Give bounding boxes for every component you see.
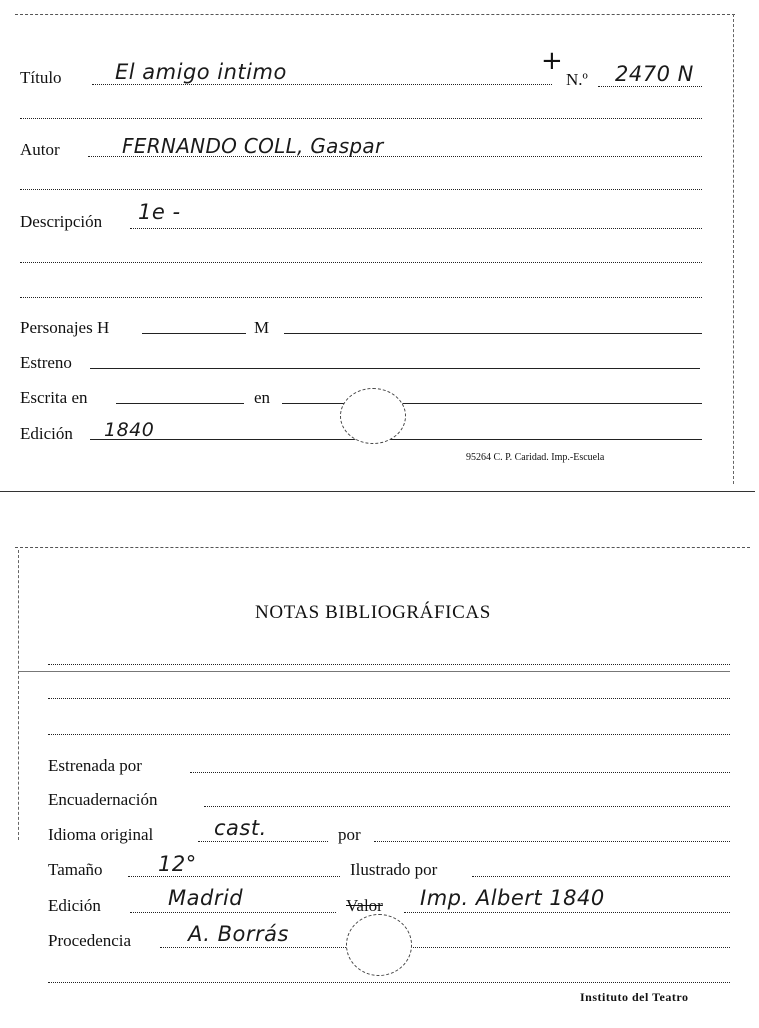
card-right-edge — [733, 14, 734, 484]
personajes-h-line — [142, 333, 246, 334]
descripcion-line-2 — [20, 262, 702, 263]
institution-footer: Instituto del Teatro — [580, 990, 689, 1004]
autor-value: FERNANDO COLL, Gaspar — [122, 134, 384, 158]
card-top-edge — [15, 547, 750, 548]
card-bottom-edge — [0, 491, 755, 492]
personajes-m-line — [284, 333, 702, 334]
idioma-label: Idioma original — [48, 825, 154, 844]
valor-line — [404, 912, 730, 913]
autor-continuation-line — [20, 189, 702, 190]
titulo-continuation-line — [20, 118, 702, 119]
encuadernacion-line — [204, 806, 730, 807]
procedencia-line — [160, 947, 730, 948]
printer-note: 95264 C. P. Caridad. Imp.-Escuela — [466, 452, 605, 463]
descripcion-line-3 — [20, 297, 702, 298]
tamano-value: 12° — [158, 852, 197, 876]
edicion-line — [90, 439, 702, 440]
fold-line — [18, 671, 730, 672]
valor-value: Imp. Albert 1840 — [420, 886, 605, 910]
notes-line-3 — [48, 734, 730, 735]
numero-value: 2470 N — [615, 62, 694, 86]
plus-mark: + — [541, 46, 563, 76]
titulo-label: Título — [20, 68, 62, 87]
procedencia-value: A. Borrás — [188, 922, 289, 946]
procedencia-continuation-line — [48, 982, 730, 983]
card-left-edge — [18, 550, 19, 840]
notas-heading: NOTAS BIBLIOGRÁFICAS — [255, 602, 491, 623]
idioma-value: cast. — [214, 816, 267, 840]
punch-hole — [346, 914, 412, 976]
edicion-value: Madrid — [168, 886, 244, 910]
edicion-line — [130, 912, 336, 913]
idioma-line — [198, 841, 328, 842]
descripcion-label: Descripción — [20, 212, 103, 231]
ilustrado-label: Ilustrado por — [350, 860, 438, 879]
tamano-label: Tamaño — [48, 860, 103, 879]
estreno-line — [90, 368, 700, 369]
card-top-edge — [15, 14, 735, 15]
escrita-line — [116, 403, 244, 404]
estrenada-label: Estrenada por — [48, 756, 142, 775]
encuadernacion-label: Encuadernación — [48, 790, 158, 809]
personajes-label: Personajes H — [20, 318, 110, 337]
notes-line-2 — [48, 698, 730, 699]
punch-hole — [340, 388, 406, 444]
notes-line-1 — [48, 664, 730, 665]
estrenada-line — [190, 772, 730, 773]
titulo-value: El amigo intimo — [115, 60, 287, 84]
numero-label: N.º — [566, 70, 588, 89]
valor-label: Valor — [346, 896, 383, 915]
autor-label: Autor — [20, 140, 60, 159]
idioma-por-line — [374, 841, 730, 842]
descripcion-value: 1e - — [138, 200, 181, 224]
tamano-line — [128, 876, 340, 877]
idioma-por-label: por — [338, 825, 361, 844]
procedencia-label: Procedencia — [48, 931, 132, 950]
ilustrado-line — [472, 876, 730, 877]
escrita-label: Escrita en — [20, 388, 88, 407]
catalog-card-front — [0, 0, 759, 495]
titulo-line — [92, 84, 552, 85]
personajes-m-label: M — [254, 318, 270, 337]
catalog-card-back — [0, 540, 759, 1028]
edicion-value: 1840 — [104, 419, 155, 441]
edicion-label: Edición — [20, 424, 73, 443]
estreno-label: Estreno — [20, 353, 72, 372]
numero-line — [598, 86, 702, 87]
escrita-en-label: en — [254, 388, 271, 407]
descripcion-line — [130, 228, 702, 229]
edicion-label: Edición — [48, 896, 101, 915]
